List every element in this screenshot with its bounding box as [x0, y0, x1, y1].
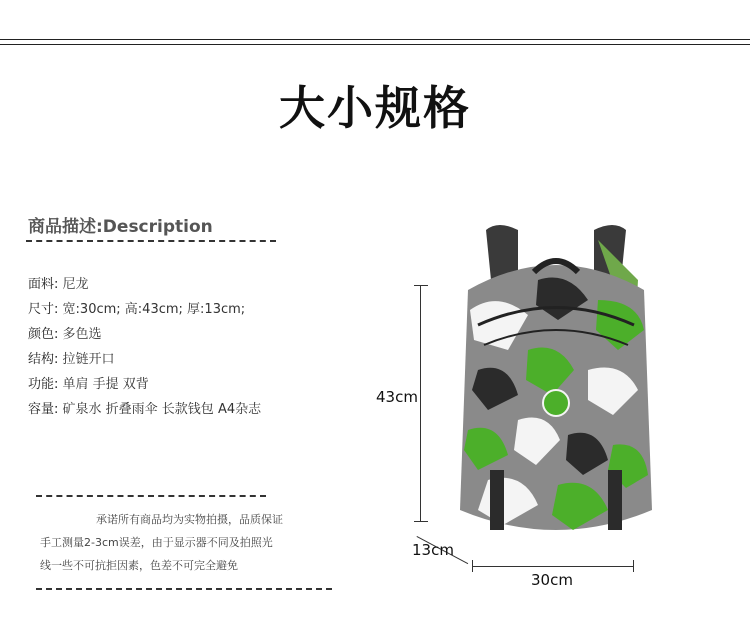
- width-dimension-label: 30cm: [531, 571, 573, 589]
- height-dimension-label: 43cm: [376, 388, 418, 406]
- spec-list: [28, 272, 261, 422]
- notice-line: 承诺所有商品均为实物拍摄，品质保证: [96, 513, 283, 526]
- spec-value: 矿泉水 折叠雨伞 长款钱包 A4杂志: [62, 402, 262, 417]
- page-title: 大小规格: [279, 81, 471, 135]
- spec-key: 颜色: [28, 327, 55, 342]
- top-rule-2: [0, 44, 750, 45]
- backpack-image: [448, 220, 664, 550]
- notice-line: 线一些不可抗拒因素，色差不可完全避免: [40, 559, 238, 572]
- description-divider: [26, 240, 276, 242]
- spec-row: [28, 372, 261, 397]
- spec-separator: :: [54, 377, 59, 392]
- top-rule-1: [0, 39, 750, 40]
- spec-value: 单肩 手提 双背: [62, 377, 149, 392]
- spec-separator: :: [54, 302, 59, 317]
- spec-row: [28, 347, 261, 372]
- width-dimension-line: [472, 566, 634, 567]
- notice-text: [40, 508, 340, 577]
- notice-divider-top: [36, 495, 266, 497]
- spec-row: [28, 297, 261, 322]
- notice-divider-bottom: [36, 588, 332, 590]
- notice-line: 手工测量2-3cm误差，由于显示器不同及拍照光: [40, 536, 273, 549]
- spec-value: 拉链开口: [62, 352, 115, 367]
- spec-value: 尼龙: [62, 277, 89, 292]
- height-dimension-tick-bottom: [414, 521, 428, 522]
- height-dimension-line: [420, 285, 421, 521]
- spec-separator: :: [54, 327, 59, 342]
- depth-dimension-label: 13cm: [412, 541, 454, 559]
- spec-row: [28, 397, 261, 422]
- spec-separator: :: [54, 352, 59, 367]
- spec-value: 多色选: [62, 327, 102, 342]
- height-dimension-tick-top: [414, 285, 428, 286]
- spec-key: 容量: [28, 402, 55, 417]
- spec-key: 面料: [28, 277, 55, 292]
- width-dimension-tick-left: [472, 560, 473, 572]
- spec-key: 尺寸: [28, 302, 55, 317]
- spec-row: [28, 322, 261, 347]
- description-heading: 商品描述:Description: [28, 217, 213, 237]
- width-dimension-tick-right: [633, 560, 634, 572]
- spec-row: [28, 272, 261, 297]
- spec-value: 宽:30cm; 高:43cm; 厚:13cm;: [62, 302, 246, 317]
- spec-separator: :: [54, 277, 59, 292]
- spec-separator: :: [54, 402, 59, 417]
- spec-key: 功能: [28, 377, 55, 392]
- spec-key: 结构: [28, 352, 55, 367]
